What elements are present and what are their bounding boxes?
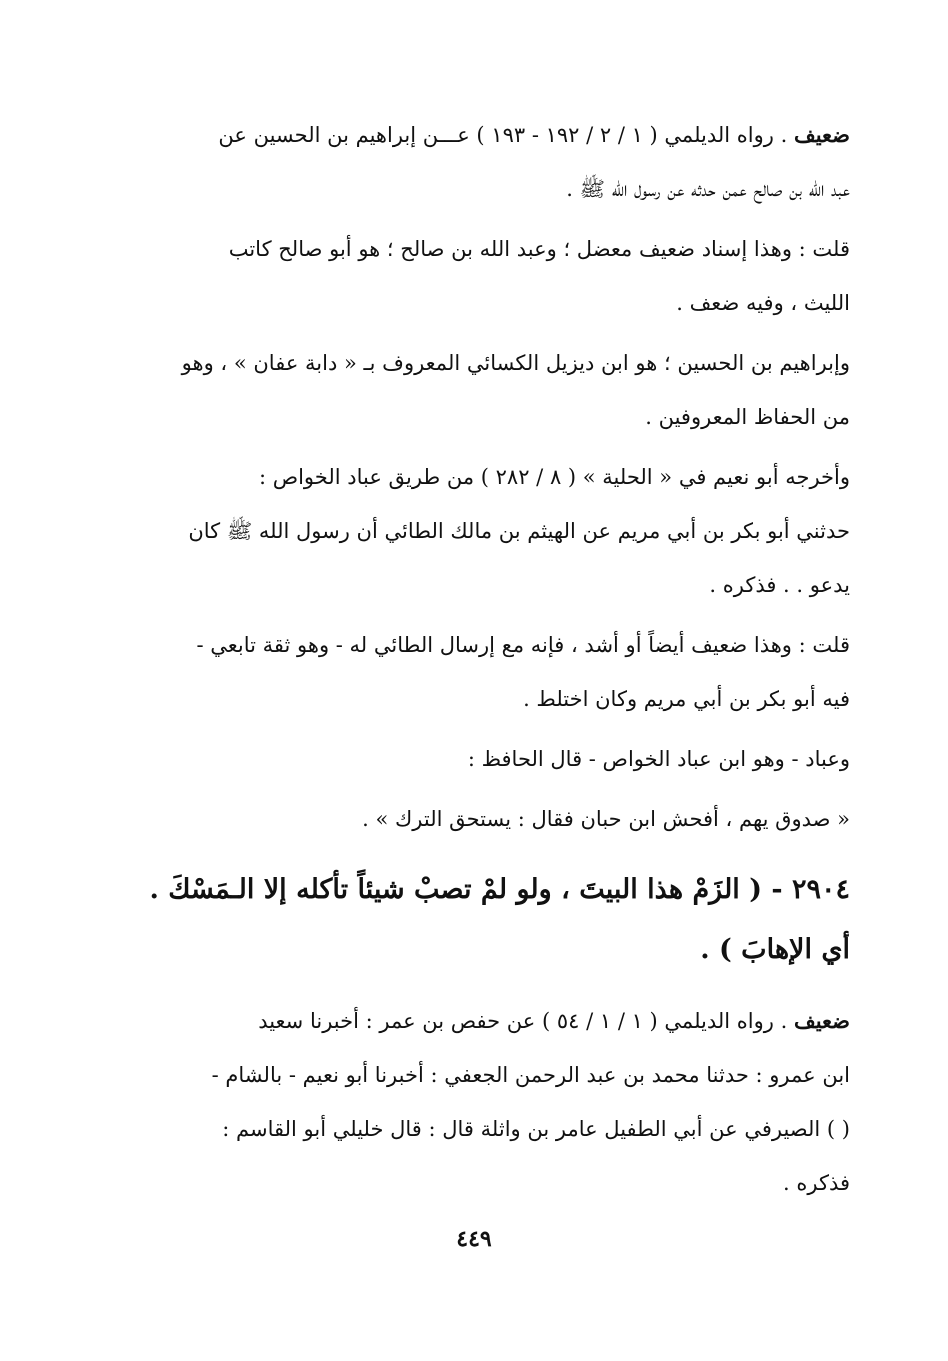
text-line (110, 108, 850, 162)
commentary-bottom (110, 994, 850, 1210)
paragraph (110, 792, 850, 846)
line-text: وإبراهيم بن الحسين ؛ هو ابن ديزيل الكسائي المعروف بـ « دابة عفان » ، وهو (181, 351, 850, 375)
line-text: وأخرجه أبو نعيم في « الحلية » ( ٨ / ٢٨٢ ) من طريق عباد الخواص : (258, 465, 850, 489)
text-line (110, 558, 850, 612)
page-number: ٤٤٩ (456, 1226, 492, 1252)
text-line (110, 504, 850, 558)
text-line (110, 1048, 850, 1102)
hadith-heading (110, 860, 850, 980)
paragraph (110, 336, 850, 444)
line-text: قلت : وهذا إسناد ضعيف معضل ؛ وعبد الله بن صالح ؛ هو أبو صالح كاتب (228, 237, 850, 261)
line-text: « صدوق يهم ، أفحش ابن حبان فقال : يستحق الترك » . (362, 807, 850, 831)
line-text: فيه أبو بكر بن أبي مريم وكان اختلط . (523, 687, 850, 711)
line-text: ابن عمرو : حدثنا محمد بن عبد الرحمن الجعفي : أخبرنا أبو نعيم - بالشام - (211, 1063, 850, 1087)
line-text: ( ) الصيرفي عن أبي الطفيل عامر بن واثلة قال : قال خليلي أبو القاسم : (222, 1117, 850, 1141)
commentary-top (110, 108, 850, 846)
paragraph (110, 222, 850, 330)
line-text: . رواه الديلمي ( ١ / ٢ / ١٩٢ - ١٩٣ ) عـــن إبراهيم بن الحسين عن (218, 123, 788, 147)
text-line (110, 1102, 850, 1156)
text-line (110, 732, 850, 786)
text-line (110, 336, 850, 390)
paragraph (110, 450, 850, 612)
text-line (110, 1156, 850, 1210)
verdict-label: ضعيف (793, 122, 850, 147)
line-text: من الحفاظ المعروفين . (645, 405, 850, 429)
text-line (110, 672, 850, 726)
paragraph (110, 618, 850, 726)
paragraph (110, 108, 850, 216)
text-line (110, 390, 850, 444)
text-line (110, 162, 850, 216)
line-text: . رواه الديلمي ( ١ / ١ / ٥٤ ) عن حفص بن عمر : أخبرنا سعيد (258, 1009, 788, 1033)
hadith-line: أي الإهابَ ) . (700, 934, 850, 965)
verdict-label: ضعيف (793, 1008, 850, 1033)
line-text: حدثني أبو بكر بن أبي مريم عن الهيثم بن مالك الطائي أن رسول الله ﷺ كان (188, 519, 850, 543)
text-line (110, 276, 850, 330)
line-text: قلت : وهذا ضعيف أيضاً أو أشد ، فإنه مع إرسال الطائي له - وهو ثقة تابعي - (196, 633, 850, 657)
line-text: فذكره . (783, 1171, 850, 1195)
text-line (110, 222, 850, 276)
paragraph (110, 732, 850, 786)
paragraph (110, 994, 850, 1210)
line-text: عبد الله بن صالح عمن حدثه عن رسول الله ﷺ . (566, 177, 850, 201)
text-line (110, 618, 850, 672)
text-line (110, 792, 850, 846)
line-text: يدعو . . فذكره . (709, 573, 850, 597)
text-line (110, 450, 850, 504)
text-line (110, 994, 850, 1048)
line-text: الليث ، وفيه ضعف . (676, 291, 850, 315)
hadith-line: ٢٩٠٤ - ( الزَمْ هذا البيتَ ، ولو لمْ تصبْ شيئاً تأكله إلا الـمَسْكَ . (149, 874, 850, 905)
line-text: وعباد - وهو ابن عباد الخواص - قال الحافظ : (467, 747, 850, 771)
